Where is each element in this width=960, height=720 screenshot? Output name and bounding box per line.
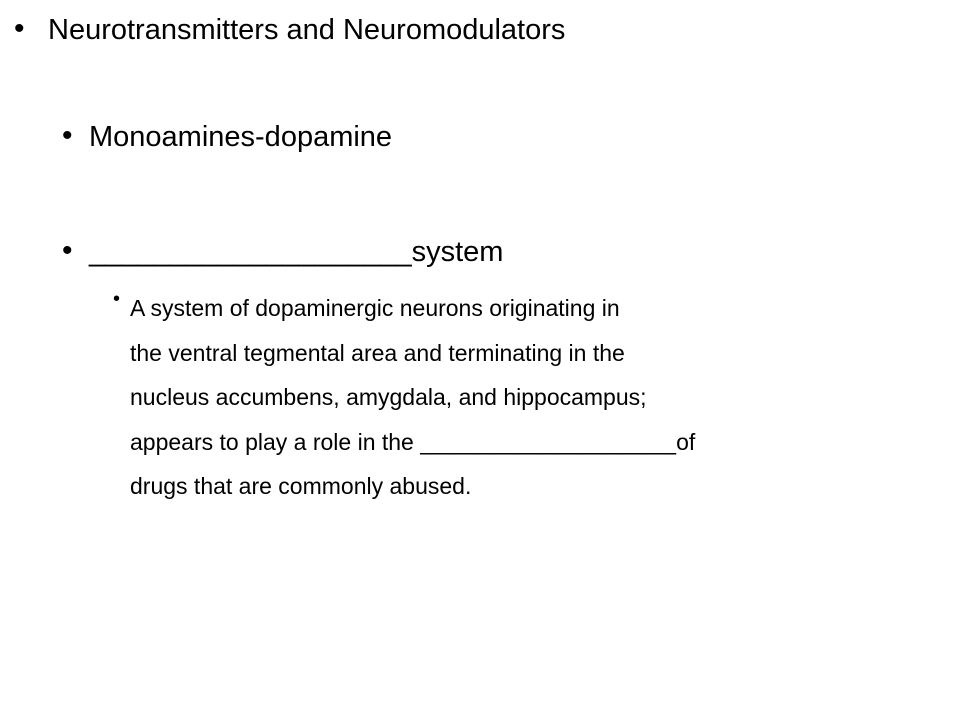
detail-line: the ventral tegmental area and terminating in the xyxy=(130,339,625,366)
detail-line: A system of dopaminergic neurons originating in xyxy=(130,295,620,321)
detail-line: drugs that are commonly abused. xyxy=(130,473,472,499)
bullet-dot-icon: • xyxy=(14,12,25,45)
subitem-blank-system: ____________________system xyxy=(89,236,504,268)
bullet-dot-icon: • xyxy=(62,234,73,267)
detail-paragraph xyxy=(130,286,930,509)
detail-line: nucleus accumbens, amygdala, and hippocampus; xyxy=(130,384,647,410)
slide-heading: Neurotransmitters and Neuromodulators xyxy=(48,14,566,46)
detail-line: appears to play a role in the ____________________of xyxy=(130,428,696,455)
subitem-monoamines: Monoamines-dopamine xyxy=(89,121,393,153)
bullet-dot-icon: • xyxy=(62,119,73,152)
bullet-dot-icon: • xyxy=(113,288,121,310)
